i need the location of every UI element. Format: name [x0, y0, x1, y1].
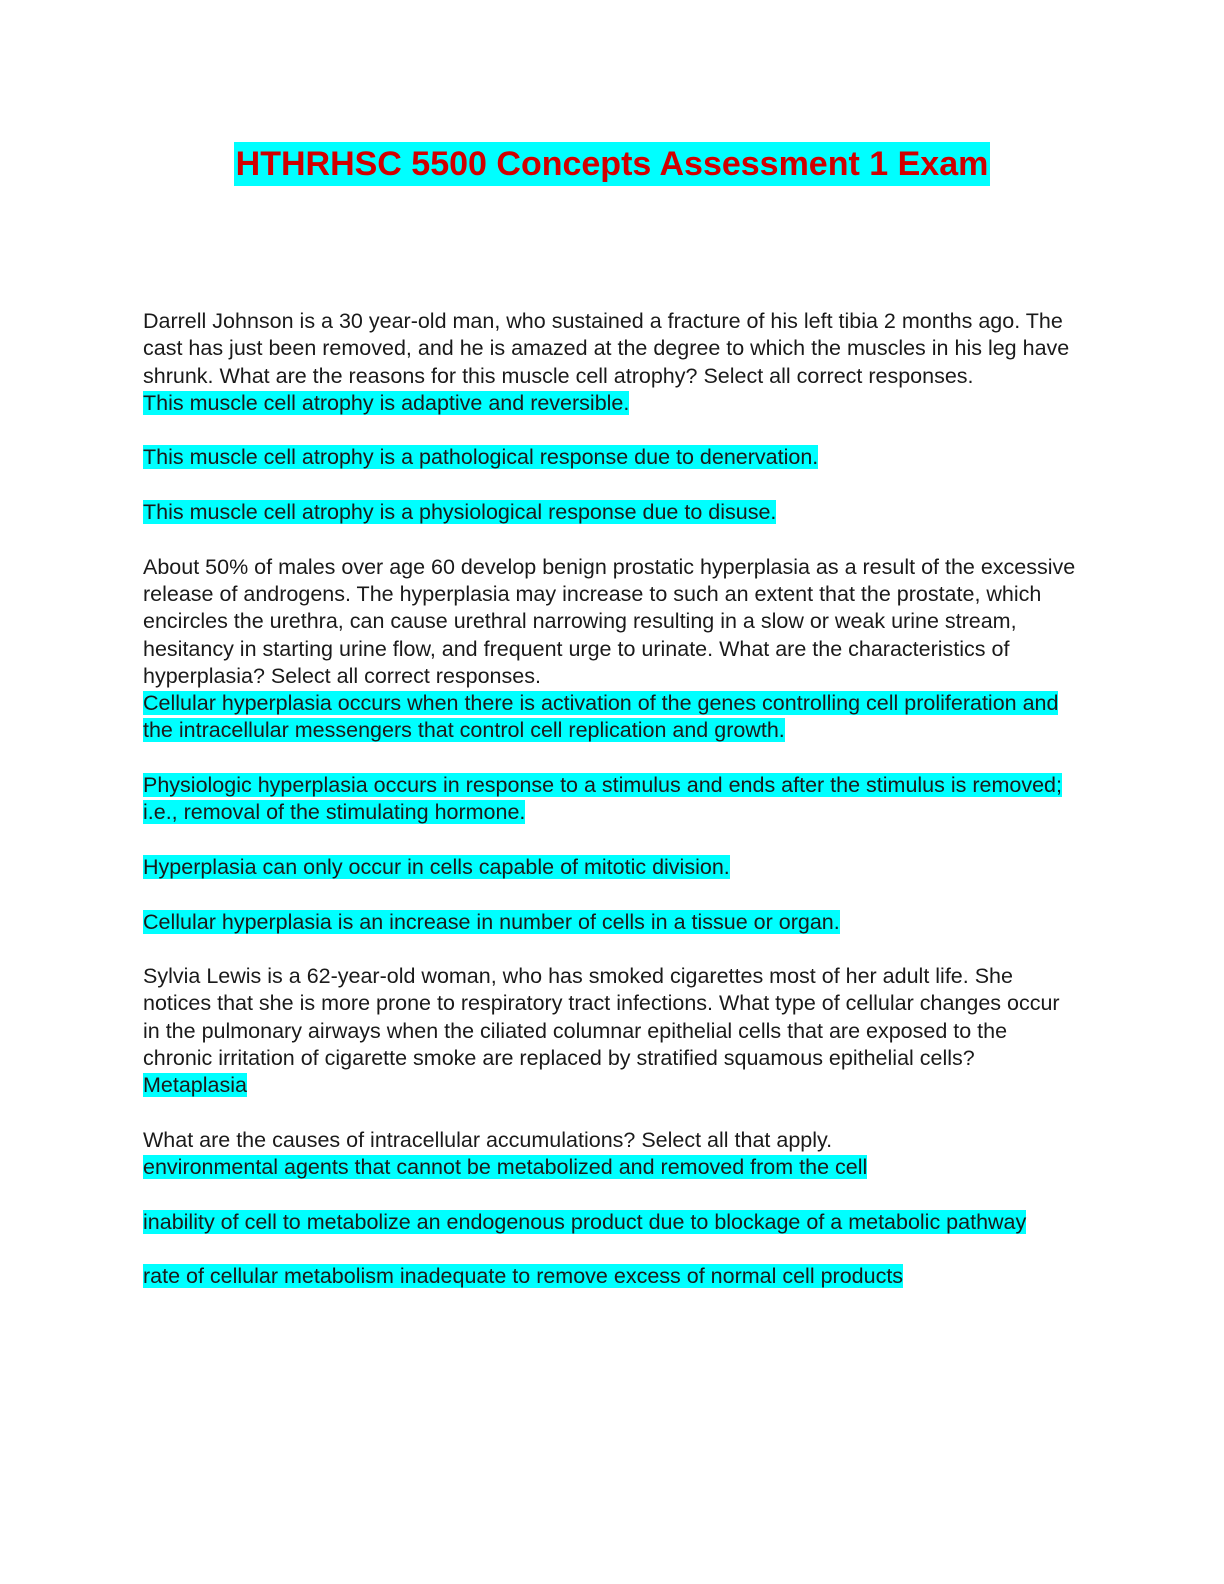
page-title-wrap [0, 142, 1224, 186]
answer-item [143, 390, 1078, 417]
answer-item [143, 1263, 1078, 1290]
answer-highlight: Physiologic hyperplasia occurs in response to a stimulus and ends after the stimulus is removed; i.e., removal of the stimulating hormone. [143, 773, 1062, 825]
answer-item [143, 909, 1078, 936]
answer-highlight: Cellular hyperplasia occurs when there is activation of the genes controlling cell proliferation and the intracellular messengers that control cell replication and growth. [143, 691, 1059, 743]
question-block [143, 308, 1078, 526]
document-body [143, 308, 1078, 1318]
answer-item [143, 499, 1078, 526]
answer-highlight: This muscle cell atrophy is a physiological response due to disuse. [143, 500, 777, 525]
question-text: What are the causes of intracellular accumulations? Select all that apply. [143, 1127, 833, 1152]
question-text: Darrell Johnson is a 30 year-old man, who sustained a fracture of his left tibia 2 months ago. The cast has just been removed, and he is amazed at the degree to which the muscles in his leg have shrunk. What are the reasons for this muscle cell atrophy? Select all correct responses. [143, 309, 1070, 388]
answer-highlight: environmental agents that cannot be metabolized and removed from the cell [143, 1155, 868, 1180]
answer-highlight: This muscle cell atrophy is adaptive and reversible. [143, 390, 630, 415]
answer-item [143, 772, 1078, 827]
answer-item [143, 854, 1078, 881]
question-block [143, 554, 1078, 936]
question-text: Sylvia Lewis is a 62-year-old woman, who has smoked cigarettes most of her adult life. She notices that she is more prone to respiratory tract infections. What type of cellular changes occur in the pulmonary airways when the ciliated columnar epithelial cells that are exposed to the chronic irritation of cigarette smoke are replaced by stratified squamous epithelial cells? [143, 964, 1060, 1071]
question-block [143, 963, 1078, 1099]
answer-item [143, 690, 1078, 745]
answer-item [143, 1209, 1078, 1236]
answer-highlight: rate of cellular metabolism inadequate to remove excess of normal cell products [143, 1264, 904, 1289]
answer-highlight: inability of cell to metabolize an endogenous product due to blockage of a metabolic pathway [143, 1209, 1027, 1234]
answer-highlight: Metaplasia [143, 1073, 247, 1098]
answer-highlight: Hyperplasia can only occur in cells capable of mitotic division. [143, 854, 730, 879]
question-text: About 50% of males over age 60 develop benign prostatic hyperplasia as a result of the excessive release of androgens. The hyperplasia may increase to such an extent that the prostate, which encircles the urethra, can cause urethral narrowing resulting in a slow or weak urine stream, hesitancy in starting urine flow, and frequent urge to urinate. What are the characteristics of hyperplasia? Select all correct responses. [143, 554, 1076, 688]
answer-highlight: This muscle cell atrophy is a pathological response due to denervation. [143, 445, 819, 470]
answer-item [143, 444, 1078, 471]
page-title: HTHRHSC 5500 Concepts Assessment 1 Exam [234, 142, 991, 186]
answer-item [143, 1154, 1078, 1181]
question-block [143, 1127, 1078, 1291]
answer-highlight: Cellular hyperplasia is an increase in number of cells in a tissue or organ. [143, 909, 840, 934]
answer-item [143, 1072, 1078, 1099]
